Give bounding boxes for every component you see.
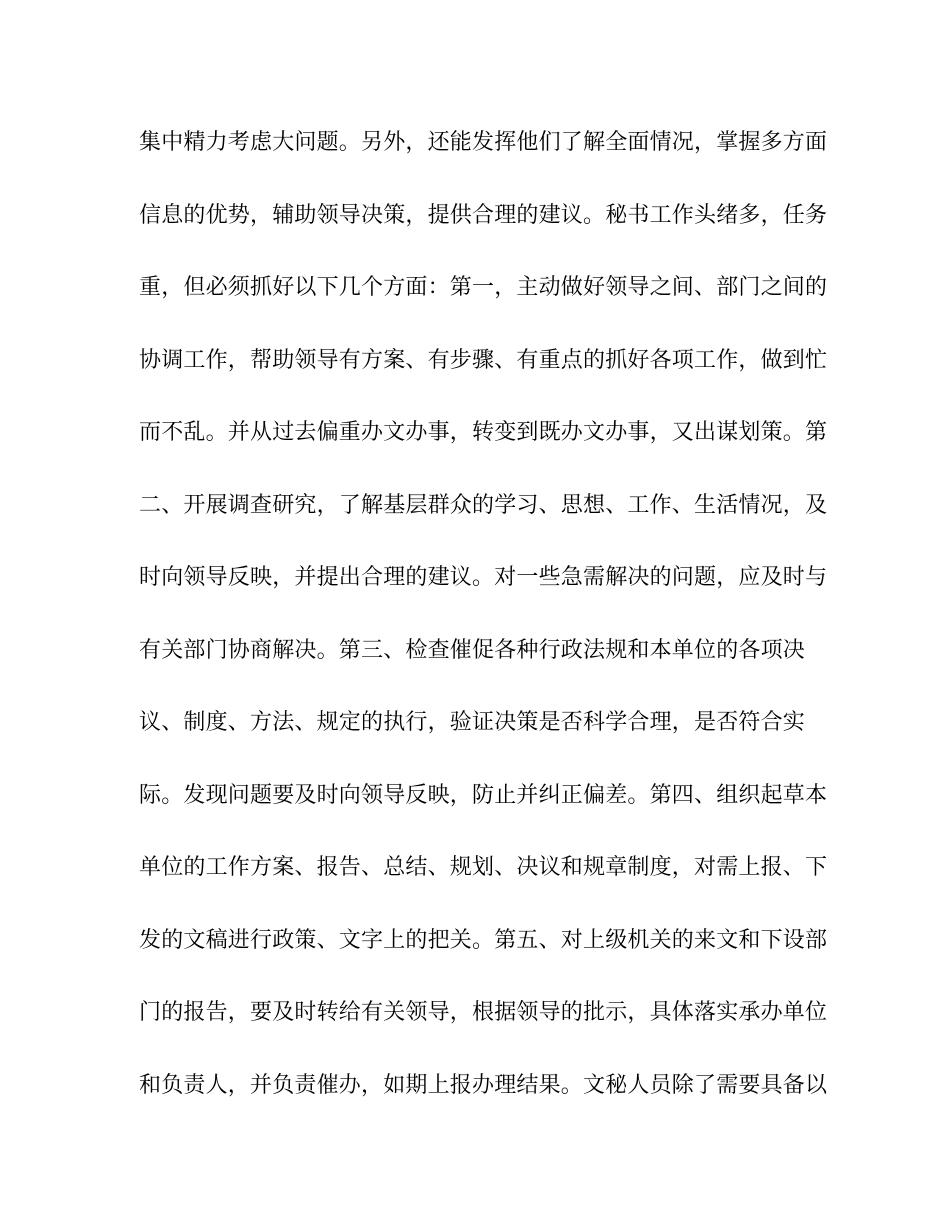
- document-body: [139, 123, 828, 1138]
- text-line: 发的文稿进行政策、文字上的把关。第五、对上级机关的来文和下设部: [139, 927, 828, 953]
- text-line: 信息的优势，辅助领导决策，提供合理的建议。秘书工作头绪多，任务: [139, 202, 828, 228]
- text-line: 重，但必须抓好以下几个方面：第一，主动做好领导之间、部门之间的: [139, 275, 828, 300]
- text-line: 门的报告，要及时转给有关领导，根据领导的批示，具体落实承办单位: [139, 1000, 828, 1025]
- text-line: 有关部门协商解决。第三、检查催促各种行政法规和本单位的各项决: [139, 637, 806, 663]
- text-line: 而不乱。并从过去偏重办文办事，转变到既办文办事，又出谋划策。第: [139, 420, 828, 445]
- text-line: 际。发现问题要及时向领导反映，防止并纠正偏差。第四、组织起草本: [139, 782, 828, 808]
- text-line: 集中精力考虑大问题。另外，还能发挥他们了解全面情况，掌握多方面: [139, 130, 828, 155]
- text-line: 协调工作，帮助领导有方案、有步骤、有重点的抓好各项工作，做到忙: [139, 347, 828, 373]
- text-line: 时向领导反映，并提出合理的建议。对一些急需解决的问题，应及时与: [139, 565, 828, 590]
- text-line: 议、制度、方法、规定的执行，验证决策是否科学合理，是否符合实: [139, 710, 806, 735]
- text-line: 单位的工作方案、报告、总结、规划、决议和规章制度，对需上报、下: [139, 855, 828, 880]
- text-line: 二、开展调查研究，了解基层群众的学习、思想、工作、生活情况，及: [139, 492, 828, 518]
- text-line: 和负责人，并负责催办，如期上报办理结果。文秘人员除了需要具备以: [139, 1072, 828, 1098]
